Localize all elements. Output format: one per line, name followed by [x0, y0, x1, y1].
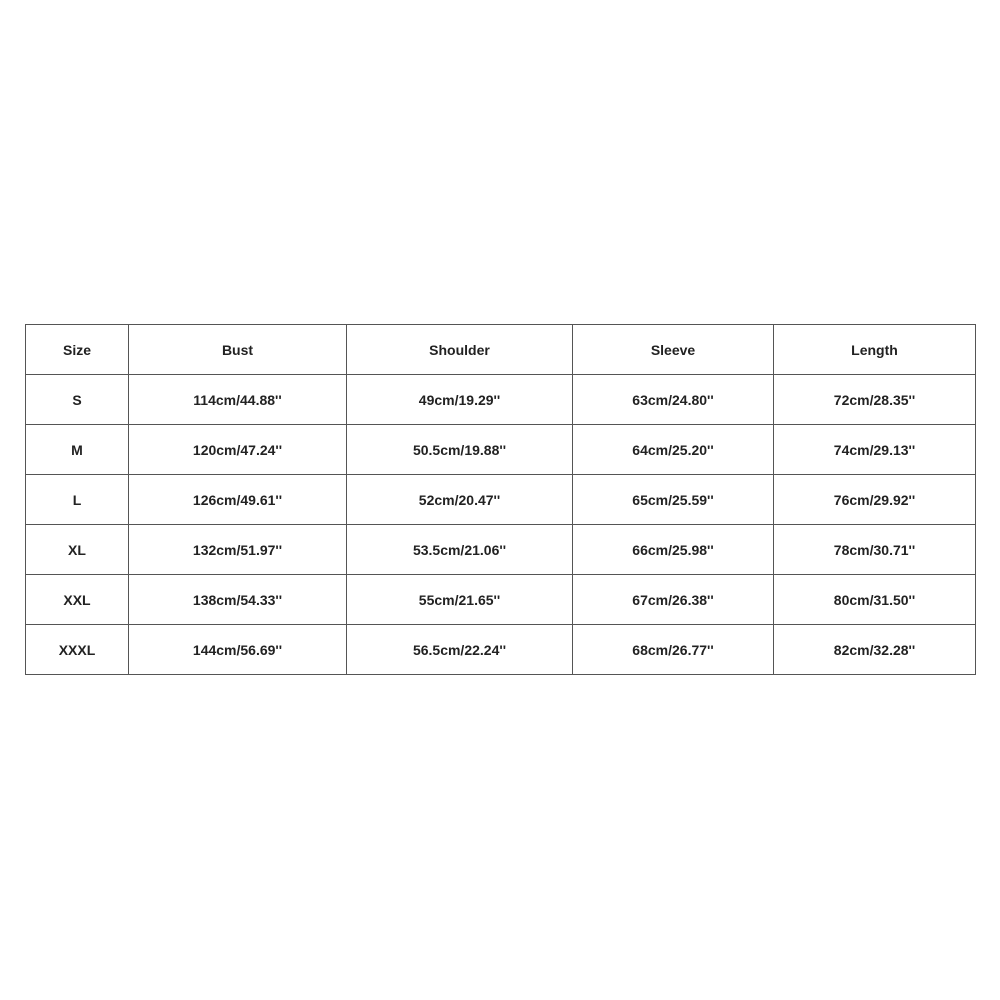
- size-chart-table: [25, 324, 976, 675]
- cell-size: M: [26, 425, 129, 475]
- cell-bust: 114cm/44.88'': [129, 375, 347, 425]
- cell-shoulder: 50.5cm/19.88'': [347, 425, 573, 475]
- cell-size: L: [26, 475, 129, 525]
- cell-shoulder: 52cm/20.47'': [347, 475, 573, 525]
- table-header-row: [26, 325, 976, 375]
- cell-length: 74cm/29.13'': [774, 425, 976, 475]
- header-sleeve: Sleeve: [573, 325, 774, 375]
- cell-bust: 126cm/49.61'': [129, 475, 347, 525]
- cell-size: XL: [26, 525, 129, 575]
- cell-size: XXL: [26, 575, 129, 625]
- cell-length: 72cm/28.35'': [774, 375, 976, 425]
- cell-shoulder: 56.5cm/22.24'': [347, 625, 573, 675]
- cell-sleeve: 63cm/24.80'': [573, 375, 774, 425]
- table-row: [26, 625, 976, 675]
- cell-length: 82cm/32.28'': [774, 625, 976, 675]
- cell-sleeve: 66cm/25.98'': [573, 525, 774, 575]
- cell-bust: 132cm/51.97'': [129, 525, 347, 575]
- table-row: [26, 375, 976, 425]
- cell-bust: 138cm/54.33'': [129, 575, 347, 625]
- cell-shoulder: 53.5cm/21.06'': [347, 525, 573, 575]
- cell-sleeve: 68cm/26.77'': [573, 625, 774, 675]
- cell-length: 80cm/31.50'': [774, 575, 976, 625]
- cell-length: 78cm/30.71'': [774, 525, 976, 575]
- header-size: Size: [26, 325, 129, 375]
- cell-sleeve: 64cm/25.20'': [573, 425, 774, 475]
- header-shoulder: Shoulder: [347, 325, 573, 375]
- cell-sleeve: 65cm/25.59'': [573, 475, 774, 525]
- cell-bust: 144cm/56.69'': [129, 625, 347, 675]
- cell-length: 76cm/29.92'': [774, 475, 976, 525]
- table-row: [26, 575, 976, 625]
- header-length: Length: [774, 325, 976, 375]
- table-row: [26, 425, 976, 475]
- table-row: [26, 525, 976, 575]
- cell-shoulder: 55cm/21.65'': [347, 575, 573, 625]
- cell-shoulder: 49cm/19.29'': [347, 375, 573, 425]
- cell-bust: 120cm/47.24'': [129, 425, 347, 475]
- header-bust: Bust: [129, 325, 347, 375]
- cell-size: S: [26, 375, 129, 425]
- cell-sleeve: 67cm/26.38'': [573, 575, 774, 625]
- table-row: [26, 475, 976, 525]
- cell-size: XXXL: [26, 625, 129, 675]
